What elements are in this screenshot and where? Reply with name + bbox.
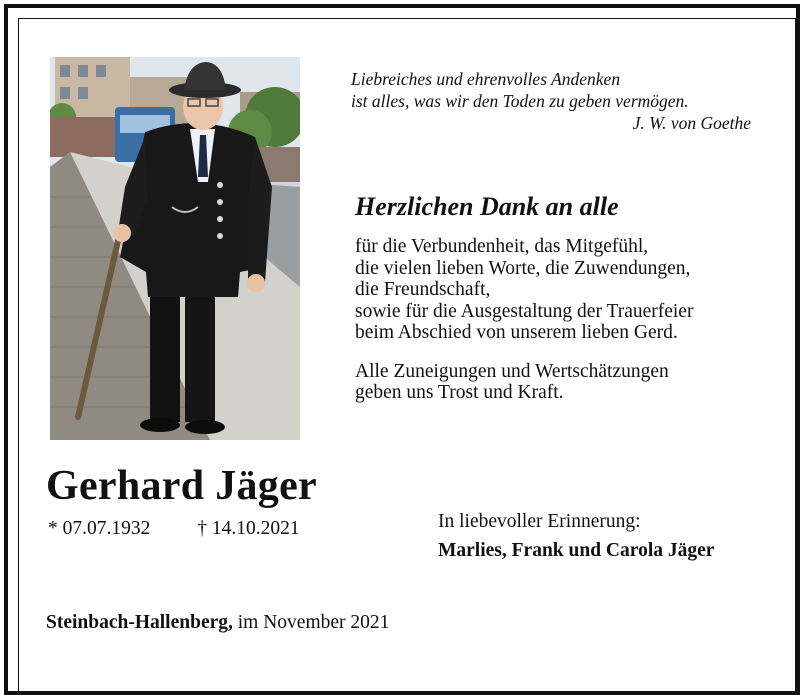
portrait-illustration [50, 57, 300, 440]
quote-line: ist alles, was wir den Toden zu geben vermögen. [351, 91, 689, 111]
life-dates [48, 518, 300, 540]
town-name: Steinbach-Hallenberg, [46, 612, 233, 633]
memory-block [438, 507, 714, 565]
memory-intro: In liebevoller Erinnerung: [438, 511, 641, 532]
goethe-quote [351, 68, 751, 134]
thanks-heading: Herzlichen Dank an alle [355, 192, 619, 221]
thanks-line: sowie für die Ausgestaltung der Trauerfeier [355, 300, 694, 322]
thanks-line: beim Abschied von unserem lieben Gerd. [355, 322, 678, 343]
quote-line: Liebreiches und ehrenvolles Andenken [351, 69, 621, 89]
thanks-line: für die Verbundenheit, das Mitgefühl, [355, 236, 649, 257]
thanks-line: die Freundschaft, [355, 279, 491, 300]
thanks-line: Alle Zuneigungen und Wertschätzungen [355, 360, 669, 382]
deceased-name: Gerhard Jäger [46, 463, 317, 509]
thanks-line: die vielen lieben Worte, die Zuwendungen, [355, 257, 691, 279]
notice-date: im November 2021 [237, 612, 390, 633]
quote-author: J. W. von Goethe [632, 113, 751, 133]
thanks-paragraph [355, 236, 765, 344]
family-signers: Marlies, Frank und Carola Jäger [438, 540, 715, 561]
thanks-line: geben uns Trost und Kraft. [355, 382, 564, 403]
place-date [46, 612, 389, 634]
death-date: † 14.10.2021 [197, 518, 300, 539]
thanks-message [355, 236, 765, 421]
thanks-paragraph [355, 361, 765, 404]
birth-date: * 07.07.1932 [48, 518, 151, 539]
portrait-photo [50, 57, 300, 440]
